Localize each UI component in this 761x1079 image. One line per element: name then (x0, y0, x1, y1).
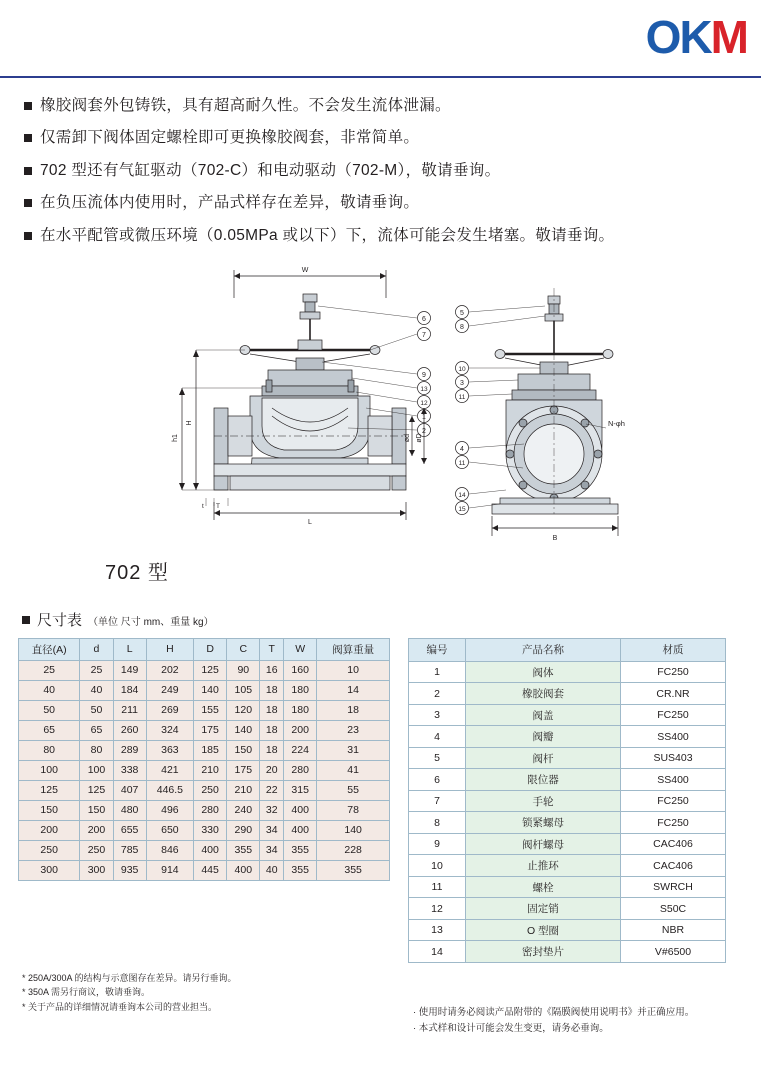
cell: 300 (80, 860, 113, 880)
cell: 18 (260, 740, 284, 760)
bullet-item (24, 161, 741, 180)
table-row (409, 941, 726, 963)
cell-number: 6 (409, 769, 466, 791)
cell: 480 (113, 800, 146, 820)
svg-text:15: 15 (458, 505, 466, 513)
cell: 18 (317, 700, 390, 720)
cell: 914 (146, 860, 193, 880)
tables-container (0, 638, 761, 963)
cell: 40 (80, 680, 113, 700)
note-line: * 350A 需另行商议，敬请垂询。 (22, 987, 151, 998)
material-table (408, 638, 726, 963)
cell-number: 8 (409, 812, 466, 834)
cell: 155 (194, 700, 227, 720)
cell: 149 (113, 660, 146, 680)
cell: 250 (19, 840, 80, 860)
cell: 280 (284, 760, 317, 780)
cell-name: 阀盖 (466, 704, 621, 726)
note-line: · 本式样和设计可能会发生变更，请务必垂询。 (413, 1022, 609, 1034)
cell: 355 (227, 840, 260, 860)
dimension-table (18, 638, 390, 881)
cell: 407 (113, 780, 146, 800)
table-row (409, 747, 726, 769)
cell: 280 (194, 800, 227, 820)
cell: 224 (284, 740, 317, 760)
cell-material: CAC406 (621, 833, 726, 855)
svg-text:5: 5 (460, 309, 464, 317)
svg-text:W: W (301, 266, 309, 274)
table-row (409, 876, 726, 898)
column-header: 阀算重量 (317, 638, 390, 660)
table-row (19, 660, 390, 680)
cell-material: S50C (621, 898, 726, 920)
cell: 202 (146, 660, 193, 680)
cell: 655 (113, 820, 146, 840)
cell: 31 (317, 740, 390, 760)
table-row (409, 833, 726, 855)
bullet-square-icon (24, 167, 32, 175)
cell-name: 止推环 (466, 855, 621, 877)
cell: 400 (284, 800, 317, 820)
cell: 140 (194, 680, 227, 700)
cell-name: 阀体 (466, 661, 621, 683)
bullet-item (24, 226, 741, 245)
feature-bullet-list (0, 96, 761, 245)
svg-text:4: 4 (460, 445, 464, 453)
cell: 330 (194, 820, 227, 840)
table-row (19, 760, 390, 780)
cell: 785 (113, 840, 146, 860)
cell: 150 (227, 740, 260, 760)
cell: 125 (80, 780, 113, 800)
column-header: W (284, 638, 317, 660)
table-row (19, 860, 390, 880)
cell-number: 7 (409, 790, 466, 812)
svg-text:ød: ød (404, 433, 411, 442)
cell: 100 (80, 760, 113, 780)
bullet-square-icon (24, 232, 32, 240)
cell: 150 (80, 800, 113, 820)
table-row (409, 726, 726, 748)
cell: 105 (227, 680, 260, 700)
cell: 34 (260, 840, 284, 860)
svg-text:3: 3 (460, 379, 464, 387)
cell: 496 (146, 800, 193, 820)
logo-letter-m: M (710, 11, 747, 63)
cell-number: 11 (409, 876, 466, 898)
svg-text:7: 7 (422, 331, 426, 339)
cell: 18 (260, 700, 284, 720)
cell-name: 手轮 (466, 790, 621, 812)
cell: 650 (146, 820, 193, 840)
cell: 32 (260, 800, 284, 820)
cell: 400 (227, 860, 260, 880)
table-row (19, 740, 390, 760)
note-line: * 250A/300A 的结构与示意图存在差异。请另行垂询。 (22, 972, 237, 983)
cell-name: 密封垫片 (466, 941, 621, 963)
table-row (409, 855, 726, 877)
cell: 34 (260, 820, 284, 840)
cell: 50 (80, 700, 113, 720)
dimension-section-title (22, 609, 761, 630)
cell-material: NBR (621, 919, 726, 941)
cell: 355 (284, 840, 317, 860)
cell-number: 12 (409, 898, 466, 920)
cell: 846 (146, 840, 193, 860)
svg-text:14: 14 (458, 491, 466, 499)
cell: 50 (19, 700, 80, 720)
table-row (409, 661, 726, 683)
cell-number: 10 (409, 855, 466, 877)
cell: 935 (113, 860, 146, 880)
table-row (19, 840, 390, 860)
table-row (409, 683, 726, 705)
cell: 250 (194, 780, 227, 800)
table-row (19, 800, 390, 820)
bullet-square-icon (22, 616, 30, 624)
cell: 120 (227, 700, 260, 720)
bullet-square-icon (24, 134, 32, 142)
cell-number: 1 (409, 661, 466, 683)
okm-logo (645, 11, 747, 63)
svg-text:11: 11 (458, 459, 466, 467)
cell: 40 (260, 860, 284, 880)
svg-text:2: 2 (422, 427, 426, 435)
cell: 23 (317, 720, 390, 740)
model-label: 702 型 (105, 561, 169, 584)
cell: 65 (80, 720, 113, 740)
cell-name: 阀杆 (466, 747, 621, 769)
bullet-text: 在水平配管或微压环境（0.05MPa 或以下）下，流体可能会发生堵塞。敬请垂询。 (40, 226, 615, 244)
cell: 10 (317, 660, 390, 680)
valve-technical-drawing (0, 258, 761, 603)
cell: 150 (19, 800, 80, 820)
cell: 125 (19, 780, 80, 800)
cell: 55 (317, 780, 390, 800)
cell: 211 (113, 700, 146, 720)
footnotes-row (0, 971, 761, 1051)
cell: 140 (317, 820, 390, 840)
cell: 22 (260, 780, 284, 800)
cell: 210 (194, 760, 227, 780)
cell: 200 (80, 820, 113, 840)
cell: 355 (317, 860, 390, 880)
cell-material: SWRCH (621, 876, 726, 898)
cell-name: 锁紧螺母 (466, 812, 621, 834)
cell: 18 (260, 720, 284, 740)
bullet-text: 在负压流体内使用时，产品式样存在差异，敬请垂询。 (40, 194, 420, 212)
cell: 175 (227, 760, 260, 780)
column-header: 直径(A) (19, 638, 80, 660)
cell: 324 (146, 720, 193, 740)
cell: 400 (194, 840, 227, 860)
svg-text:13: 13 (420, 385, 428, 393)
svg-text:N-φh: N-φh (608, 418, 625, 428)
cell-number: 2 (409, 683, 466, 705)
table-row (409, 898, 726, 920)
cell: 355 (284, 860, 317, 880)
cell: 180 (284, 700, 317, 720)
table-header-row (409, 638, 726, 661)
table-row (19, 780, 390, 800)
cell: 421 (146, 760, 193, 780)
svg-text:8: 8 (460, 323, 464, 331)
cell: 260 (113, 720, 146, 740)
table-header-row (19, 638, 390, 660)
cell: 269 (146, 700, 193, 720)
cell: 200 (284, 720, 317, 740)
cell-material: FC250 (621, 790, 726, 812)
cell: 249 (146, 680, 193, 700)
bullet-text: 橡胶阀套外包铸铁，具有超高耐久性。不会发生流体泄漏。 (40, 97, 451, 114)
column-header: C (227, 638, 260, 660)
cell: 78 (317, 800, 390, 820)
cell: 80 (19, 740, 80, 760)
table-row (19, 680, 390, 700)
cell: 289 (113, 740, 146, 760)
bullet-item (24, 128, 741, 147)
svg-text:12: 12 (420, 399, 428, 407)
svg-text:6: 6 (422, 315, 426, 323)
cell: 20 (260, 760, 284, 780)
column-header: D (194, 638, 227, 660)
bullet-square-icon (24, 102, 32, 110)
svg-text:10: 10 (458, 365, 466, 373)
cell-material: SS400 (621, 726, 726, 748)
svg-text:11: 11 (458, 393, 466, 401)
table-row (409, 919, 726, 941)
cell-material: FC250 (621, 661, 726, 683)
svg-text:t: t (202, 502, 204, 510)
logo-letter-k: K (679, 11, 711, 63)
cell: 90 (227, 660, 260, 680)
table-row (409, 812, 726, 834)
cell-material: SS400 (621, 769, 726, 791)
cell: 25 (80, 660, 113, 680)
table-row (19, 700, 390, 720)
cell: 250 (80, 840, 113, 860)
column-header: 产品名称 (466, 638, 621, 661)
bullet-item (24, 193, 741, 212)
cell: 100 (19, 760, 80, 780)
svg-text:9: 9 (422, 371, 426, 379)
cell: 210 (227, 780, 260, 800)
cell: 125 (194, 660, 227, 680)
column-header: 编号 (409, 638, 466, 661)
svg-text:h1: h1 (172, 433, 179, 442)
logo-letter-o: O (645, 11, 680, 63)
cell: 184 (113, 680, 146, 700)
cell: 160 (284, 660, 317, 680)
cell: 65 (19, 720, 80, 740)
table-row (19, 720, 390, 740)
cell: 240 (227, 800, 260, 820)
cell: 228 (317, 840, 390, 860)
cell-material: CR.NR (621, 683, 726, 705)
column-header: d (80, 638, 113, 660)
cell-material: V#6500 (621, 941, 726, 963)
cell: 315 (284, 780, 317, 800)
svg-text:H: H (186, 420, 193, 426)
drawing-svg (0, 258, 761, 603)
cell: 338 (113, 760, 146, 780)
table-row (409, 704, 726, 726)
note-line: · 使用时请务必阅读产品附带的《隔膜阀使用说明书》并正确应用。 (413, 1006, 695, 1018)
cell: 445 (194, 860, 227, 880)
cell-name: 阀瓣 (466, 726, 621, 748)
cell-number: 4 (409, 726, 466, 748)
cell: 185 (194, 740, 227, 760)
note-line: * 关于产品的详细情况请垂询本公司的营业担当。 (22, 1001, 218, 1012)
table-row (19, 820, 390, 840)
svg-text:øD: øD (416, 433, 423, 443)
cell: 200 (19, 820, 80, 840)
bullet-item (24, 96, 741, 115)
cell-material: CAC406 (621, 855, 726, 877)
notes-right (413, 1005, 743, 1037)
cell-material: FC250 (621, 812, 726, 834)
column-header: H (146, 638, 193, 660)
cell-number: 9 (409, 833, 466, 855)
cell-name: 橡胶阀套 (466, 683, 621, 705)
cell: 175 (194, 720, 227, 740)
svg-text:1: 1 (422, 413, 426, 421)
cell-name: O 型圈 (466, 919, 621, 941)
bullet-square-icon (24, 199, 32, 207)
svg-text:T: T (216, 502, 220, 510)
cell: 41 (317, 760, 390, 780)
cell: 300 (19, 860, 80, 880)
cell: 140 (227, 720, 260, 740)
table-row (409, 769, 726, 791)
cell: 80 (80, 740, 113, 760)
cell: 400 (284, 820, 317, 840)
bullet-text: 仅需卸下阀体固定螺栓即可更换橡胶阀套，非常简单。 (40, 129, 420, 147)
cell: 446.5 (146, 780, 193, 800)
cell: 14 (317, 680, 390, 700)
column-header: L (113, 638, 146, 660)
cell-number: 3 (409, 704, 466, 726)
bullet-text: 702 型还有气缸驱动（702-C）和电动驱动（702-M），敬请垂询。 (40, 161, 501, 179)
cell-number: 13 (409, 919, 466, 941)
cell-number: 5 (409, 747, 466, 769)
cell: 18 (260, 680, 284, 700)
cell: 16 (260, 660, 284, 680)
section-unit-note: （单位 尺寸 mm、重量 kg） (88, 616, 214, 628)
cell: 40 (19, 680, 80, 700)
cell: 290 (227, 820, 260, 840)
cell-material: SUS403 (621, 747, 726, 769)
cell-number: 14 (409, 941, 466, 963)
svg-text:B: B (552, 534, 558, 542)
column-header: T (260, 638, 284, 660)
section-title-text: 尺寸表 (37, 611, 83, 629)
cell-name: 螺栓 (466, 876, 621, 898)
column-header: 材质 (621, 638, 726, 661)
page-header (0, 0, 761, 78)
cell: 180 (284, 680, 317, 700)
cell-material: FC250 (621, 704, 726, 726)
cell-name: 固定销 (466, 898, 621, 920)
table-row (409, 790, 726, 812)
cell-name: 限位器 (466, 769, 621, 791)
cell: 25 (19, 660, 80, 680)
svg-text:L: L (308, 518, 312, 526)
cell: 363 (146, 740, 193, 760)
cell-name: 阀杆螺母 (466, 833, 621, 855)
